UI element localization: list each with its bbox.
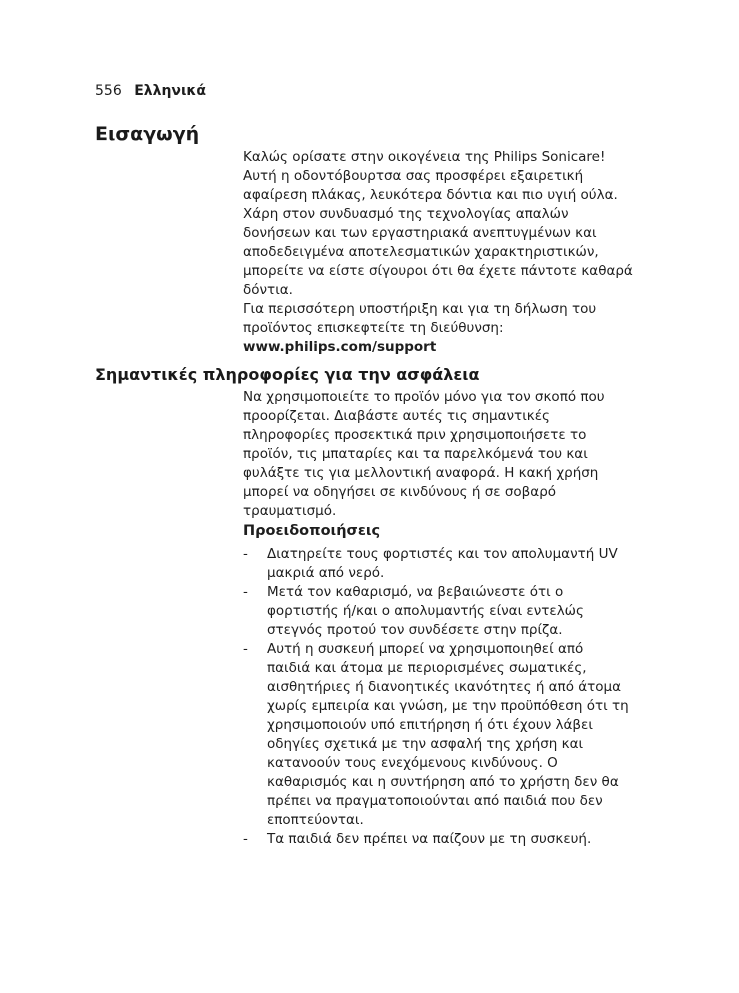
text-line: Τα παιδιά δεν πρέπει να παίζουν με τη συσκευή. bbox=[267, 831, 592, 847]
text-line: Αυτή η συσκευή μπορεί να χρησιμοποιηθεί από bbox=[267, 641, 584, 657]
text-line: χρησιμοποιούν υπό επιτήρηση ή ότι έχουν λάβει bbox=[267, 717, 593, 733]
text-line: δονήσεων και των εργαστηριακά ανεπτυγμένων και bbox=[243, 225, 597, 241]
text-line: τραυματισμό. bbox=[243, 503, 337, 519]
page-number: 556 bbox=[95, 83, 122, 99]
text-line: Χάρη στον συνδυασμό της τεχνολογίας απαλών bbox=[243, 206, 569, 222]
introduction-body bbox=[243, 148, 653, 357]
text-line: προορίζεται. Διαβάστε αυτές τις σημαντικές bbox=[243, 408, 550, 424]
text-line: μπορεί να οδηγήσει σε κινδύνους ή σε σοβαρό bbox=[243, 484, 557, 500]
text-line: μακριά από νερό. bbox=[267, 565, 385, 581]
page-language: Ελληνικά bbox=[134, 83, 206, 99]
introduction-title: Εισαγωγή bbox=[95, 123, 200, 145]
text-line: φορτιστής ή/και ο απολυμαντής είναι εντελώς bbox=[267, 603, 584, 619]
warnings-heading: Προειδοποιήσεις bbox=[243, 523, 381, 539]
text-line: προϊόν, τις μπαταρίες και τα παρελκόμενά του και bbox=[243, 446, 588, 462]
text-line: καθαρισμός και η συντήρηση από το χρήστη δεν θα bbox=[267, 774, 619, 790]
text-line: αισθητήριες ή διανοητικές ικανότητες ή από άτομα bbox=[267, 679, 622, 695]
text-line: πρέπει να πραγματοποιούνται από παιδιά που δεν bbox=[267, 793, 603, 809]
warning-item bbox=[243, 830, 663, 849]
text-line: εποπτεύονται. bbox=[267, 812, 364, 828]
introduction-paragraph-1 bbox=[243, 148, 653, 300]
text-line: Αυτή η οδοντόβουρτσα σας προσφέρει εξαιρετική bbox=[243, 168, 584, 184]
text-line: Μετά τον καθαρισμό, να βεβαιώνεστε ότι ο bbox=[267, 584, 564, 600]
support-url: www.philips.com/support bbox=[243, 339, 437, 355]
bullet-dash: - bbox=[243, 641, 248, 657]
text-line: Για περισσότερη υποστήριξη και για τη δήλωση του bbox=[243, 301, 597, 317]
bullet-dash: - bbox=[243, 546, 248, 562]
warning-item bbox=[243, 640, 663, 830]
text-line: φυλάξτε τις για μελλοντική αναφορά. Η κακή χρήση bbox=[243, 465, 599, 481]
text-line: στεγνός προτού τον συνδέσετε στην πρίζα. bbox=[267, 622, 563, 638]
text-line: προϊόντος επισκεφτείτε τη διεύθυνση: bbox=[243, 320, 504, 336]
text-line: πληροφορίες προσεκτικά πριν χρησιμοποιήσετε το bbox=[243, 427, 587, 443]
text-line: παιδιά και άτομα με περιορισμένες σωματικές, bbox=[267, 660, 587, 676]
safety-title: Σημαντικές πληροφορίες για την ασφάλεια bbox=[95, 365, 480, 384]
warning-item bbox=[243, 545, 663, 583]
text-line: οδηγίες σχετικά με την ασφαλή της χρήση και bbox=[267, 736, 584, 752]
text-line: Καλώς ορίσατε στην οικογένεια της Philips Sonicare! bbox=[243, 149, 606, 165]
text-line: Διατηρείτε τους φορτιστές και τον απολυμαντή UV bbox=[267, 546, 618, 562]
text-line: χωρίς εμπειρία και γνώση, με την προϋπόθεση ότι τη bbox=[267, 698, 629, 714]
text-line: αφαίρεση πλάκας, λευκότερα δόντια και πιο υγιή ούλα. bbox=[243, 187, 618, 203]
text-line: δόντια. bbox=[243, 282, 293, 298]
introduction-paragraph-2 bbox=[243, 300, 653, 357]
bullet-dash: - bbox=[243, 831, 248, 847]
page-header bbox=[95, 82, 206, 100]
text-line: κατανοούν τους ενεχόμενους κινδύνους. Ο bbox=[267, 755, 558, 771]
text-line: μπορείτε να είστε σίγουροι ότι θα έχετε πάντοτε καθαρά bbox=[243, 263, 633, 279]
warning-item bbox=[243, 583, 663, 640]
bullet-dash: - bbox=[243, 584, 248, 600]
warnings-list bbox=[243, 545, 663, 849]
text-line: Να χρησιμοποιείτε το προϊόν μόνο για τον σκοπό που bbox=[243, 389, 605, 405]
text-line: αποδεδειγμένα αποτελεσματικών χαρακτηριστικών, bbox=[243, 244, 599, 260]
safety-intro bbox=[243, 388, 653, 521]
safety-intro-paragraph bbox=[243, 388, 653, 521]
